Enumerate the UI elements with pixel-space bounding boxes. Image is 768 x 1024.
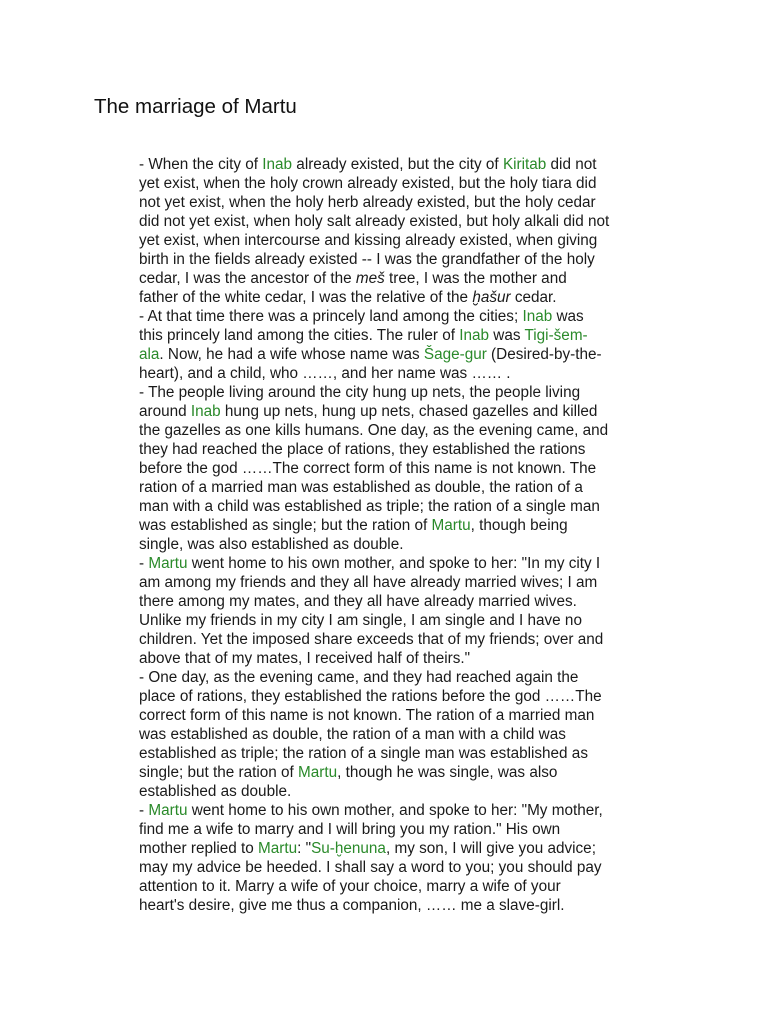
text-segment: , though he was single, was also — [337, 764, 558, 781]
text-line — [139, 288, 684, 307]
text-segment: before the god ……The correct form of this name is not known. The — [139, 460, 597, 477]
text-segment: - — [139, 555, 149, 572]
text-segment: , though being — [470, 517, 568, 534]
text-line — [139, 554, 684, 573]
text-line — [139, 858, 684, 877]
text-segment: already existed, but the city of — [292, 156, 503, 173]
text-segment: - When the city of — [139, 156, 263, 173]
page-title: The marriage of Martu — [94, 95, 297, 118]
text-segment: the gazelles as one kills humans. One day, as the evening came, and — [139, 422, 609, 439]
text-line — [139, 801, 684, 820]
text-segment: established as double. — [139, 783, 292, 800]
name-highlight: Inab — [522, 308, 553, 325]
text-segment: around — [139, 403, 191, 420]
name-highlight: Martu — [431, 517, 471, 534]
text-segment: this princely land among the cities. The ruler of — [139, 327, 460, 344]
text-segment: cedar. — [510, 289, 557, 306]
text-segment: yet exist, when intercourse and kissing already existed, when giving — [139, 232, 598, 249]
name-highlight: ala — [139, 346, 160, 363]
text-segment: above that of my mates, I received half of theirs." — [139, 650, 471, 667]
name-highlight: Inab — [459, 327, 490, 344]
text-segment: man with a child was established as triple; the ration of a single man — [139, 498, 600, 515]
text-line — [139, 269, 684, 288]
italic-term: meš — [355, 270, 385, 287]
text-line — [139, 839, 684, 858]
name-highlight: Inab — [190, 403, 221, 420]
text-segment: find me a wife to marry and I will bring you my ration." His own — [139, 821, 561, 838]
text-segment: yet exist, when the holy crown already existed, but the holy tiara did — [139, 175, 597, 192]
text-segment: they had reached the place of rations, they established the rations — [139, 441, 586, 458]
name-highlight: Kiritab — [502, 156, 547, 173]
text-line — [139, 535, 684, 554]
text-segment: not yet exist, when the holy herb already existed, but the holy cedar — [139, 194, 596, 211]
text-segment: : " — [297, 840, 312, 857]
text-line — [139, 611, 684, 630]
text-segment: hung up nets, hung up nets, chased gazelles and killed — [220, 403, 598, 420]
text-segment: was established as single; but the ration of — [139, 517, 432, 534]
name-highlight: Tigi-šem- — [524, 327, 588, 344]
text-segment: (Desired-by-the- — [486, 346, 602, 363]
text-segment: tree, I was the mother and — [384, 270, 567, 287]
text-line — [139, 383, 684, 402]
text-line — [139, 193, 684, 212]
name-highlight: Martu — [148, 802, 188, 819]
text-line — [139, 820, 684, 839]
text-segment: - The people living around the city hung up nets, the people living — [139, 384, 581, 401]
text-segment: was established as double, the ration of a man with a child was — [139, 726, 566, 743]
name-highlight: Martu — [148, 555, 188, 572]
text-segment: established as triple; the ration of a single man was established as — [139, 745, 588, 762]
text-line — [139, 155, 684, 174]
text-line — [139, 592, 684, 611]
text-segment: - At that time there was a princely land among the cities; — [139, 308, 523, 325]
text-segment: there among my mates, and they all have already married wives. — [139, 593, 577, 610]
text-segment: , my son, I will give you advice; — [385, 840, 596, 857]
text-segment: was — [489, 327, 525, 344]
text-line — [139, 725, 684, 744]
text-segment: was — [552, 308, 584, 325]
text-segment: place of rations, they established the rations before the god ……The — [139, 688, 602, 705]
text-segment: mother replied to — [139, 840, 259, 857]
text-line — [139, 630, 684, 649]
paragraph — [139, 155, 684, 307]
text-segment: did not — [546, 156, 597, 173]
name-highlight: Šage-gur — [423, 346, 487, 363]
text-segment: ration of a married man was established as double, the ration of a — [139, 479, 583, 496]
text-line — [139, 877, 684, 896]
text-line — [139, 668, 684, 687]
text-line — [139, 250, 684, 269]
paragraph — [139, 383, 684, 554]
text-segment: . Now, he had a wife whose name was — [159, 346, 424, 363]
text-line — [139, 896, 684, 915]
text-line — [139, 782, 684, 801]
text-line — [139, 706, 684, 725]
text-line — [139, 345, 684, 364]
text-line — [139, 497, 684, 516]
text-line — [139, 516, 684, 535]
text-line — [139, 478, 684, 497]
text-line — [139, 687, 684, 706]
text-segment: father of the white cedar, I was the relative of the — [139, 289, 473, 306]
text-segment: heart), and a child, who ……, and her name was …… . — [139, 365, 511, 382]
name-highlight: Inab — [262, 156, 293, 173]
text-line — [139, 212, 684, 231]
text-line — [139, 763, 684, 782]
text-segment: am among my friends and they all have already married wives; I am — [139, 574, 598, 591]
text-segment: may my advice be heeded. I shall say a word to you; you should pay — [139, 859, 602, 876]
text-line — [139, 649, 684, 668]
name-highlight: Su-ḫenuna — [311, 840, 386, 857]
text-segment: went home to his own mother, and spoke to her: "In my city I — [187, 555, 601, 572]
text-line — [139, 174, 684, 193]
text-line — [139, 364, 684, 383]
paragraph — [139, 307, 684, 383]
text-segment: attention to it. Marry a wife of your choice, marry a wife of your — [139, 878, 561, 895]
text-line — [139, 744, 684, 763]
text-segment: - — [139, 802, 149, 819]
text-segment: correct form of this name is not known. The ration of a married man — [139, 707, 595, 724]
text-segment: did not yet exist, when holy salt already existed, but holy alkali did not — [139, 213, 610, 230]
text-segment: cedar, I was the ancestor of the — [139, 270, 356, 287]
text-segment: heart's desire, give me thus a companion, …… me a slave-girl. — [139, 897, 565, 914]
text-segment: single, was also established as double. — [139, 536, 404, 553]
text-segment: went home to his own mother, and spoke to her: "My mother, — [187, 802, 603, 819]
text-line — [139, 402, 684, 421]
italic-term: ḫašur — [472, 289, 511, 306]
paragraph — [139, 801, 684, 915]
text-line — [139, 231, 684, 250]
text-segment: children. Yet the imposed share exceeds that of my friends; over and — [139, 631, 604, 648]
text-line — [139, 459, 684, 478]
name-highlight: Martu — [258, 840, 298, 857]
paragraph — [139, 668, 684, 801]
text-line — [139, 440, 684, 459]
name-highlight: Martu — [298, 764, 338, 781]
text-segment: Unlike my friends in my city I am single, I am single and I have no — [139, 612, 582, 629]
text-segment: - One day, as the evening came, and they had reached again the — [139, 669, 579, 686]
text-line — [139, 573, 684, 592]
text-line — [139, 326, 684, 345]
paragraph — [139, 554, 684, 668]
text-segment: single; but the ration of — [139, 764, 299, 781]
text-line — [139, 421, 684, 440]
text-segment: birth in the fields already existed -- I was the grandfather of the holy — [139, 251, 595, 268]
text-line — [139, 307, 684, 326]
document-body — [139, 155, 684, 915]
